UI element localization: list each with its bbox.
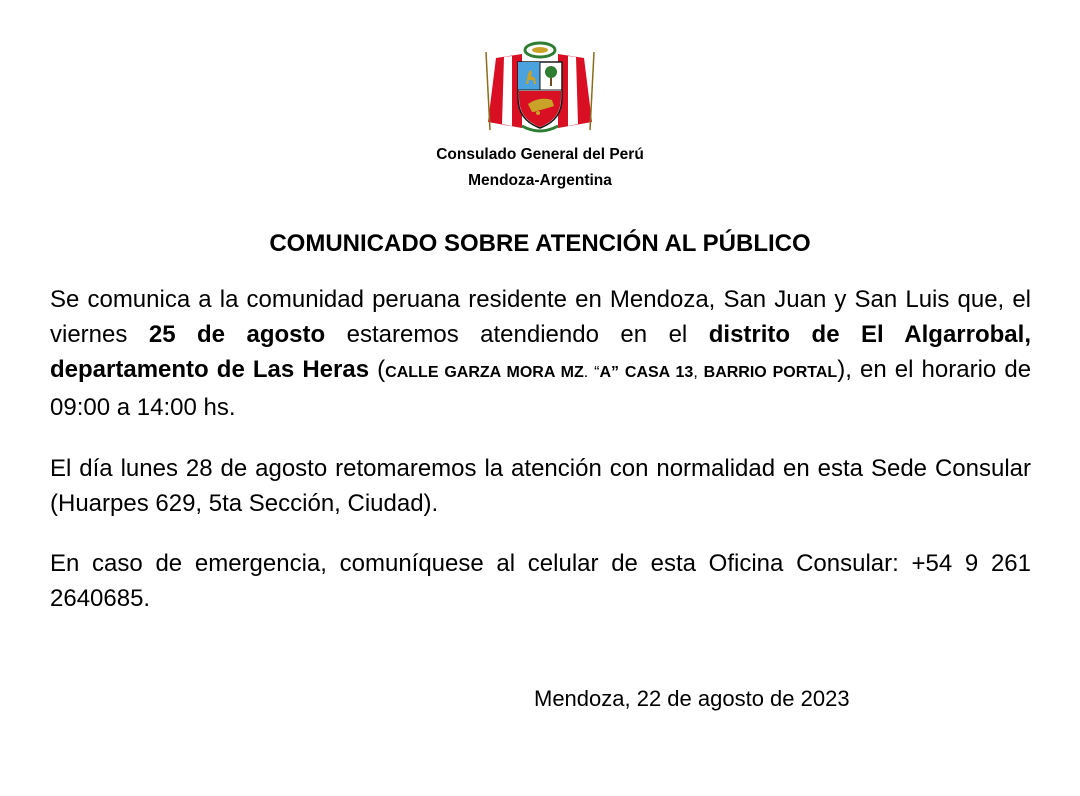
paragraph1-part2: estaremos atendiendo en el xyxy=(325,321,709,348)
paragraph1-part4: ), en el horario de 09:00 a 14:00 hs. xyxy=(50,356,1032,421)
left-flag-icon xyxy=(486,52,522,130)
service-date: 25 de agosto xyxy=(148,321,326,348)
consulate-name: Consulado General del Perú xyxy=(436,146,644,163)
consulate-city: Mendoza-Argentina xyxy=(468,172,612,189)
paragraph1-part3: ( xyxy=(369,356,386,383)
address-neighborhood: BARRIO PORTAL xyxy=(703,364,838,381)
address-block: A xyxy=(599,364,612,381)
address-house: ” CASA 13 xyxy=(611,364,694,381)
paragraph-schedule xyxy=(50,282,1031,425)
address-sep2: , xyxy=(693,364,704,381)
page-title: COMUNICADO SOBRE ATENCIÓN AL PÚBLICO xyxy=(269,230,811,257)
paragraph-emergency: En caso de emergencia, comuníquese al celular de esta Oficina Consular: +54 9 261 2640685. xyxy=(50,550,1031,612)
paragraph-resume: El día lunes 28 de agosto retomaremos la atención con normalidad en esta Sede Consular (Huarpes 629, 5ta Sección, Ciudad). xyxy=(50,455,1031,517)
service-location: distrito de El Algarrobal, departamento de Las Heras xyxy=(50,321,1031,383)
shield-icon xyxy=(518,62,562,128)
peru-coat-of-arms-icon xyxy=(482,40,598,136)
address-sep1: . “ xyxy=(583,364,600,381)
document-date: Mendoza, 22 de agosto de 2023 xyxy=(534,686,850,711)
holm-oak-wreath-icon xyxy=(525,43,555,57)
right-flag-icon xyxy=(558,52,594,130)
address-street: CALLE GARZA MORA MZ xyxy=(385,364,584,381)
paragraph1-part1: Se comunica a la comunidad peruana residente en Mendoza, San Juan y San Luis que, el viernes xyxy=(50,286,1031,348)
